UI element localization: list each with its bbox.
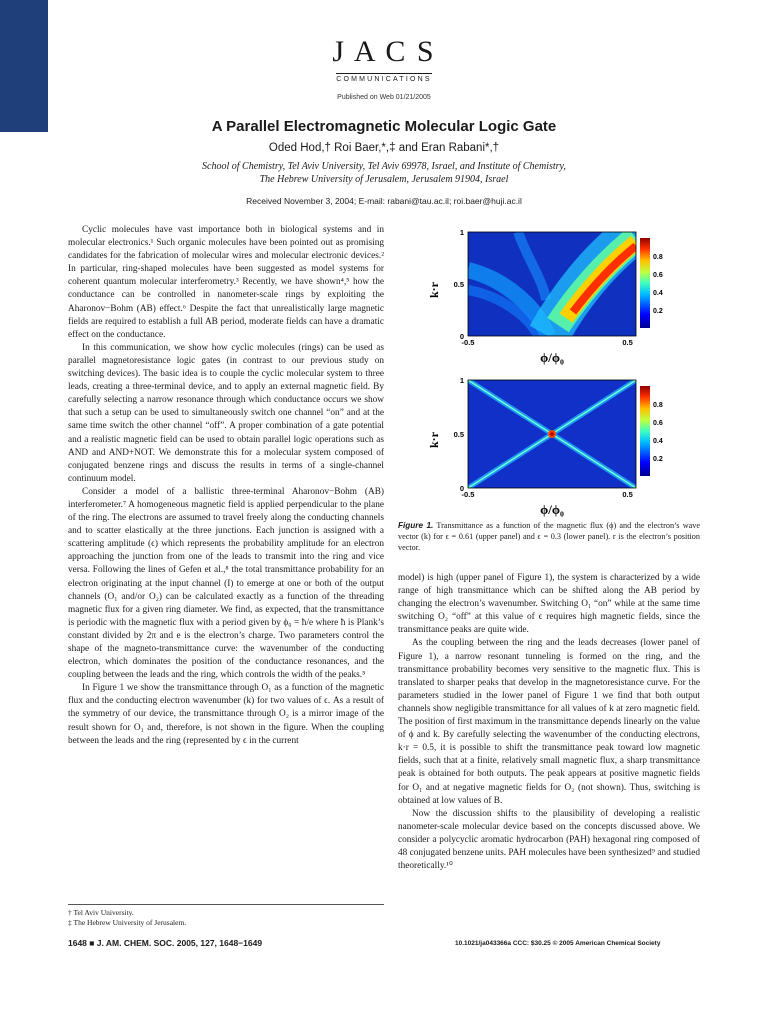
figure-1-plot (398, 220, 700, 520)
left-column (68, 224, 384, 748)
right-column (398, 572, 700, 873)
lower-panel (468, 380, 650, 488)
caption-text: Transmittance as a function of the magnetic flux (ϕ) and the electron’s wave vector (k) for ϵ = 0.61 (upper panel) and ϵ = 0.3 (lower panel). r is the electron’s position vector. (398, 521, 700, 552)
page-footer-citation: 1648 ■ J. AM. CHEM. SOC. 2005, 127, 1648−1649 (68, 938, 263, 948)
published-date: Published on Web 01/21/2005 (337, 94, 431, 101)
lower-ylabel: k·r (427, 431, 441, 449)
paragraph: In this communication, we show how cyclic molecules (rings) can be used as parallel magnetoresistance logic gates (in contrast to our previous study on switching devices). The basic idea is to couple the cyclic molecular system to three leads, creating a three-terminal device, and to apply an external magnetic field. By carefully selecting a narrow resonance through which conductance occurs we show that such a setup can be used to simultaneously switch one channel “on” and at the same time switch the other channel “off”. A proper combination of a gate potential and a realistic magnetic field can be used to obtain parallel logic operations such as AND and AND+NOT. We demonstrate this for a molecular system composed of conjugated benzene rings and discuss the results in terms of a single-channel continuum model. (68, 342, 384, 484)
upper-colorbar-label: 0.2 (653, 308, 663, 315)
upper-ylabel: k·r (427, 281, 441, 299)
upper-ytick-label: 0 (459, 332, 464, 341)
affiliations (0, 160, 768, 186)
figure-caption (398, 520, 700, 553)
upper-panel (468, 232, 650, 336)
lower-colorbar-label: 0.4 (653, 438, 663, 445)
paragraph: model) is high (upper panel of Figure 1), the system is characterized by a wide range of high transmittance which can be shifted along the AB period by changing the electron’s wavenumber. Switching O₁ “on” while at the same time switching O₂ “off” at this value of ϵ requires high magnetic fields, since the transmittance peaks are quite wide. (398, 573, 700, 636)
upper-colorbar-label: 0.8 (653, 254, 663, 261)
paragraph: Cyclic molecules have vast importance both in biological systems and in molecular electronics.¹ Such organic molecules have been pointed out as promising candidates for the fabrication of molecular wires and molecular electronic devices.² In particular, ring-shaped molecules have been suggested as model systems for coherent quantum molecular interferometry.³ Recently, we have shown⁴,⁵ how the conductance can be controlled in nanometer-scale rings by exploiting the Aharonov−Bohm (AB) effect.⁶ Despite the fact that unrealistically large magnetic fields are required to establish a full AB period, moderate fields can have a dramatic effect on the conductance. (68, 225, 384, 340)
lower-ytick-label: 1 (459, 376, 464, 385)
page-footer-doi: 10.1021/ja043366a CCC: $30.25 © 2005 American Chemical Society (455, 940, 661, 947)
lower-xtick-label: 0.5 (622, 490, 633, 499)
upper-colorbar-label: 0.6 (653, 272, 663, 279)
lower-xtick-label: -0.5 (461, 490, 475, 499)
footnotes (68, 904, 384, 928)
lower-colorbar-label: 0.8 (653, 402, 663, 409)
paragraph: As the coupling between the ring and the leads decreases (lower panel of Figure 1), a narrow resonant tunneling is formed on the ring, and the transmittance probability becomes very sensitive to the magnetic flux. This is translated to sharper peaks that develop in the magnetoresistance curve. For the parameters studied in the lower panel of Figure 1 we find that both output channels show negligible transmittance for all values of k at zero magnetic field. The position of first maximum in the transmittance depends linearly on the value of ϕ and k. By carefully selecting the wavenumber of the conducting electrons, k·r = 0.5, it is possible to shift the transmittance peak toward low magnetic fields, such that at a finite, relatively small magnetic flux, a sharp transmittance peak is obtained for both outputs. The peak appears at positive magnetic fields for O₁ and at negative magnetic fields for O₂ (not shown). Thus, switching is obtained at low values of B. (398, 638, 700, 806)
affiliation-line-1: School of Chemistry, Tel Aviv University, Tel Aviv 69978, Israel, and Institute of Chemistry, (202, 161, 566, 172)
logo-text: J A C S (332, 35, 436, 68)
footnote-item: † Tel Aviv University. (68, 908, 134, 917)
upper-ytick-label: 1 (459, 228, 464, 237)
figure-label: Figure 1. (398, 521, 434, 530)
footnote-item: ‡ The Hebrew University of Jerusalem. (68, 918, 187, 927)
lower-colorbar-label: 0.2 (653, 456, 663, 463)
upper-xlabel: ϕ/ϕ₀ (540, 350, 564, 365)
paragraph: Consider a model of a ballistic three-terminal Aharonov−Bohm (AB) interferometer.⁷ A homogeneous magnetic field is applied perpendicular to the plane of the ring. The electrons are assumed to travel freely along the conducting channels and to scatter elastically at the three junctions. Each junction is assigned with a scattering amplitude (ϵ) which represents the probability amplitude for an electron approaching the junction from one of the leads to transmit into the ring and vice versa. Following the lines of Gefen et al.,⁸ the total transmittance probability for an electron originating at the input channel (I) to emerge at one or both of the output channels (O₁ and/or O₂) can be calculated exactly as a function of the threading magnetic flux for a given ring diameter. We find, as expected, that the transmittance is periodic with the magnetic flux with a period given by ϕ₀ = ħ/e where ħ is Plank’s constant divided by 2π and e is the electron’s charge. Two parameters control the shape of the magneto-transmittance curve: the wavenumber of the conducting electron, which dominates the position of the conductance resonances, and the coupling between the leads and the ring, which controls the width of the peaks.⁵ (68, 486, 384, 681)
upper-ytick-label: 0.5 (453, 280, 464, 289)
article-title: A Parallel Electromagnetic Molecular Logic Gate (211, 118, 557, 135)
paragraph: Now the discussion shifts to the plausibility of developing a realistic nanometer-scale molecular device based on the concepts discussed above. We consider a polycyclic aromatic hydrocarbon (PAH) hexagonal ring composed of 48 conjugated benzene units. PAH molecules have been synthesized⁹ and studied theoretically.¹⁰ (398, 808, 700, 872)
lower-colorbar (640, 386, 650, 476)
upper-colorbar (640, 238, 650, 328)
upper-xtick-label: -0.5 (461, 338, 475, 347)
affiliation-line-2: The Hebrew University of Jerusalem, Jerusalem 91904, Israel (259, 174, 509, 185)
lower-ytick-label: 0 (459, 484, 464, 493)
journal-logo (0, 36, 768, 86)
logo-subtitle: COMMUNICATIONS (336, 73, 432, 83)
author-list: Oded Hod,† Roi Baer,*,‡ and Eran Rabani*,† (268, 142, 500, 154)
lower-colorbar-label: 0.6 (653, 420, 663, 427)
received-line: Received November 3, 2004; E-mail: rabani@tau.ac.il; roi.baer@huji.ac.il (246, 196, 522, 206)
lower-xlabel: ϕ/ϕ₀ (540, 502, 564, 517)
lower-ytick-label: 0.5 (453, 430, 464, 439)
figure-1 (398, 220, 700, 560)
paragraph: In Figure 1 we show the transmittance through O₁ as a function of the magnetic flux and the conducting electron wavenumber (k) for two values of ϵ. As a result of the symmetry of our device, the transmittance through O₂ is a mirror image of the result shown for O₁ and, therefore, is not shown in the figure. When the coupling between the leads and the ring (represented by ϵ in the current (68, 683, 384, 746)
upper-colorbar-label: 0.4 (653, 290, 663, 297)
upper-xtick-label: 0.5 (622, 338, 633, 347)
